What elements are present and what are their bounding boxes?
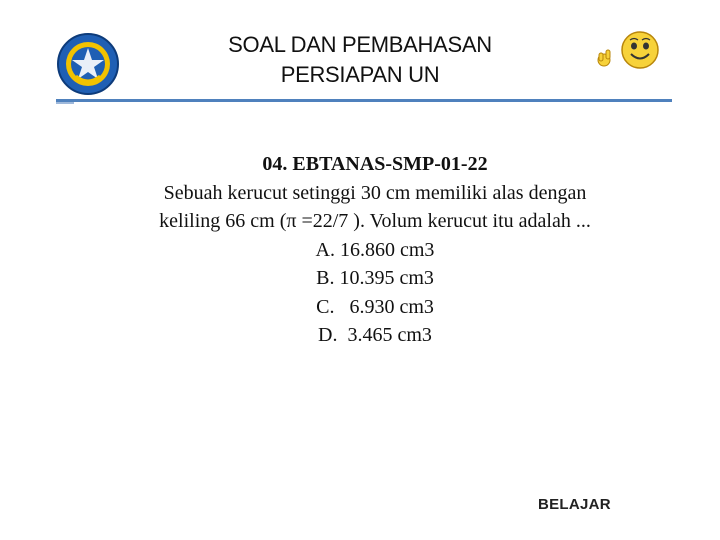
question-number: 04. EBTANAS-SMP-01-22 [262, 153, 488, 175]
question-block [80, 150, 670, 350]
option-a: A. 16.860 cm3 [315, 238, 435, 261]
title-line-1: SOAL DAN PEMBAHASAN [228, 32, 492, 57]
brand-label: BELAJAR [538, 496, 611, 513]
question-text-line-1: Sebuah kerucut setinggi 30 cm memiliki alas dengan [163, 181, 587, 204]
title-line-2: PERSIAPAN UN [280, 62, 440, 87]
page-title [140, 30, 580, 90]
ministry-emblem-icon [56, 32, 120, 96]
question-text-line-2: keliling 66 cm (π =22/7 ). Volum kerucut itu adalah ... [159, 210, 591, 232]
option-b: B. 10.395 cm3 [316, 267, 434, 289]
header-divider-accent [56, 102, 74, 104]
smiley-mascot-icon [592, 28, 664, 78]
option-d: D. 3.465 cm3 [318, 324, 432, 346]
option-c: C. 6.930 cm3 [316, 295, 434, 318]
header-divider [56, 99, 672, 102]
